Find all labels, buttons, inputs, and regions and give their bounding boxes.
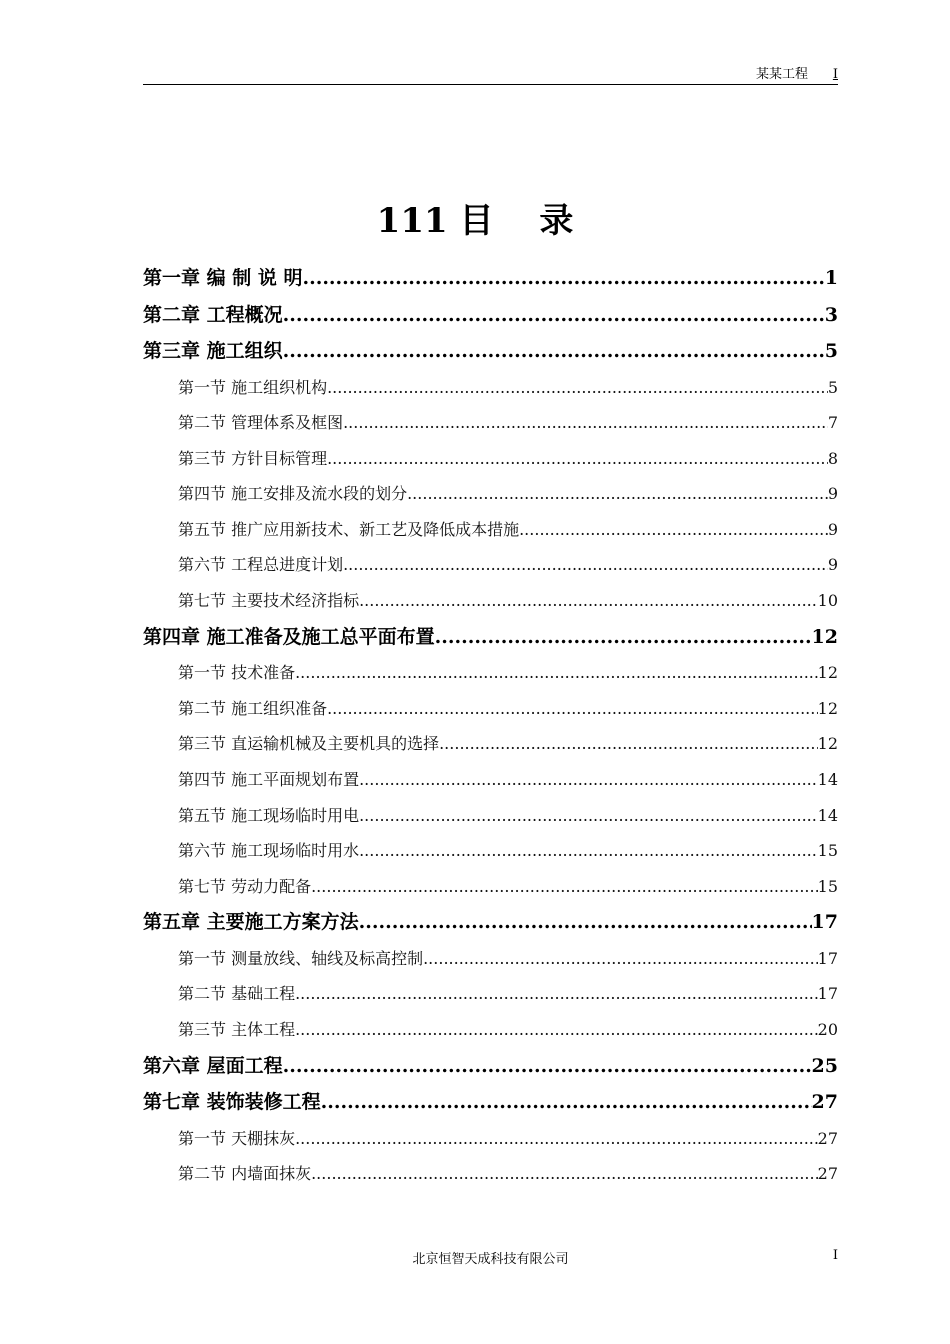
toc-entry-label: 第三章 施工组织 xyxy=(143,340,283,362)
toc-leader-dots xyxy=(435,619,812,656)
toc-leader-dots xyxy=(302,260,824,297)
toc-section-entry[interactable] xyxy=(143,512,838,548)
toc-entry-label: 第四章 施工准备及施工总平面布置 xyxy=(143,625,435,648)
toc-entry-label: 第二节 施工组织准备 xyxy=(178,698,328,718)
toc-leader-dots xyxy=(295,1012,818,1048)
toc-leader-dots xyxy=(359,583,818,619)
toc-entry-label: 第三节 直运输机械及主要机具的选择 xyxy=(178,734,440,754)
toc-entry-label: 第三节 主体工程 xyxy=(178,1020,296,1039)
toc-entry-page: 7 xyxy=(827,413,838,433)
toc-chapter-entry[interactable] xyxy=(143,1084,838,1121)
toc-entry-page: 1 xyxy=(824,267,838,289)
toc-entry-page: 27 xyxy=(817,1128,838,1148)
header-title: 某某工程 xyxy=(755,67,808,82)
toc-entry-label: 第七章 装饰装修工程 xyxy=(143,1091,321,1114)
toc-leader-dots xyxy=(423,941,818,977)
toc-section-entry[interactable] xyxy=(143,869,838,905)
toc-section-entry[interactable] xyxy=(143,655,838,691)
toc-leader-dots xyxy=(343,547,828,583)
toc-entry-label: 第一节 天棚抹灰 xyxy=(178,1128,296,1148)
toc-entry-page: 14 xyxy=(817,805,838,825)
toc-leader-dots xyxy=(295,1121,818,1157)
toc-entry-page: 27 xyxy=(811,1091,838,1114)
toc-entry-page: 10 xyxy=(817,591,838,611)
toc-section-entry[interactable] xyxy=(143,976,838,1012)
toc-entry-label: 第五章 主要施工方案方法 xyxy=(143,911,359,934)
toc-entry-label: 第二节 管理体系及框图 xyxy=(178,413,344,433)
toc-section-entry[interactable] xyxy=(143,833,838,869)
toc-entry-label: 第一节 技术准备 xyxy=(178,663,296,683)
toc-entry-label: 第四节 施工平面规划布置 xyxy=(178,769,360,789)
toc-leader-dots xyxy=(519,512,828,548)
toc-entry-page: 25 xyxy=(811,1054,838,1077)
table-of-contents xyxy=(143,260,838,1192)
toc-entry-label: 第六章 屋面工程 xyxy=(143,1054,283,1077)
toc-section-entry[interactable] xyxy=(143,441,838,477)
toc-leader-dots xyxy=(283,297,825,334)
toc-section-entry[interactable] xyxy=(143,1012,838,1048)
toc-entry-label: 第二节 内墙面抹灰 xyxy=(178,1164,312,1184)
toc-entry-page: 17 xyxy=(817,984,838,1004)
toc-leader-dots xyxy=(283,333,825,370)
toc-leader-dots xyxy=(283,1048,812,1085)
toc-leader-dots xyxy=(359,833,818,869)
toc-section-entry[interactable] xyxy=(143,1121,838,1157)
toc-leader-dots xyxy=(311,1156,818,1192)
toc-leader-dots xyxy=(359,762,818,798)
header-rule xyxy=(143,84,838,85)
toc-chapter-entry[interactable] xyxy=(143,297,838,334)
toc-entry-label: 第二章 工程概况 xyxy=(143,303,283,326)
toc-entry-page: 12 xyxy=(817,698,838,718)
toc-entry-label: 第五节 施工现场临时用电 xyxy=(178,805,360,825)
toc-entry-page: 12 xyxy=(811,625,838,648)
toc-chapter-entry[interactable] xyxy=(143,619,838,656)
toc-entry-page: 14 xyxy=(817,769,838,789)
toc-leader-dots xyxy=(327,691,818,727)
toc-entry-page: 3 xyxy=(824,303,838,326)
toc-entry-page: 17 xyxy=(811,911,838,934)
toc-leader-dots xyxy=(359,904,812,941)
toc-entry-page: 12 xyxy=(817,663,838,683)
toc-entry-page: 20 xyxy=(817,1020,838,1039)
toc-entry-page: 9 xyxy=(827,555,838,575)
toc-entry-label: 第六节 工程总进度计划 xyxy=(178,555,344,575)
toc-section-entry[interactable] xyxy=(143,476,838,512)
toc-section-entry[interactable] xyxy=(143,762,838,798)
toc-chapter-entry[interactable] xyxy=(143,1048,838,1085)
toc-chapter-entry[interactable] xyxy=(143,904,838,941)
toc-entry-label: 第六节 施工现场临时用水 xyxy=(178,841,360,861)
toc-leader-dots xyxy=(311,869,818,905)
toc-section-entry[interactable] xyxy=(143,941,838,977)
toc-title: 111 目 录 xyxy=(376,201,574,241)
footer-company: 北京恒智天成科技有限公司 xyxy=(412,1252,569,1267)
toc-entry-label: 第七节 主要技术经济指标 xyxy=(178,591,360,611)
toc-entry-label: 第一章 编 制 说 明 xyxy=(143,267,303,289)
toc-leader-dots xyxy=(321,1084,812,1121)
toc-leader-dots xyxy=(343,405,828,441)
page-footer xyxy=(143,1248,838,1268)
toc-entry-label: 第五节 推广应用新技术、新工艺及降低成本措施 xyxy=(178,519,520,539)
toc-chapter-entry[interactable] xyxy=(143,333,838,370)
toc-leader-dots xyxy=(295,976,818,1012)
toc-section-entry[interactable] xyxy=(143,726,838,762)
toc-entry-page: 9 xyxy=(827,484,838,504)
toc-entry-label: 第三节 方针目标管理 xyxy=(178,448,328,468)
toc-entry-page: 17 xyxy=(817,948,838,968)
toc-entry-page: 5 xyxy=(824,340,838,362)
toc-section-entry[interactable] xyxy=(143,547,838,583)
toc-section-entry[interactable] xyxy=(143,370,838,406)
toc-entry-label: 第一节 施工组织机构 xyxy=(178,377,328,397)
toc-entry-page: 15 xyxy=(817,841,838,861)
toc-section-entry[interactable] xyxy=(143,691,838,727)
toc-entry-label: 第七节 劳动力配备 xyxy=(178,876,312,896)
page-header xyxy=(143,66,838,86)
toc-entry-label: 第一节 测量放线、轴线及标高控制 xyxy=(178,948,424,968)
toc-leader-dots xyxy=(439,726,818,762)
toc-entry-label: 第二节 基础工程 xyxy=(178,984,296,1004)
toc-chapter-entry[interactable] xyxy=(143,260,838,297)
toc-entry-label: 第四节 施工安排及流水段的划分 xyxy=(178,484,408,504)
toc-leader-dots xyxy=(359,798,818,834)
toc-section-entry[interactable] xyxy=(143,405,838,441)
toc-leader-dots xyxy=(327,370,828,406)
toc-entry-page: 12 xyxy=(817,734,838,754)
toc-entry-page: 9 xyxy=(827,519,838,539)
toc-leader-dots xyxy=(295,655,818,691)
footer-page-number: I xyxy=(832,1248,838,1263)
toc-entry-page: 27 xyxy=(817,1164,838,1184)
toc-section-entry[interactable] xyxy=(143,798,838,834)
toc-section-entry[interactable] xyxy=(143,1156,838,1192)
toc-leader-dots xyxy=(327,441,828,477)
toc-entry-page: 15 xyxy=(817,876,838,896)
toc-entry-page: 5 xyxy=(827,377,838,397)
toc-leader-dots xyxy=(407,476,828,512)
toc-section-entry[interactable] xyxy=(143,583,838,619)
header-page-number: I xyxy=(832,67,838,82)
toc-entry-page: 8 xyxy=(827,448,838,468)
